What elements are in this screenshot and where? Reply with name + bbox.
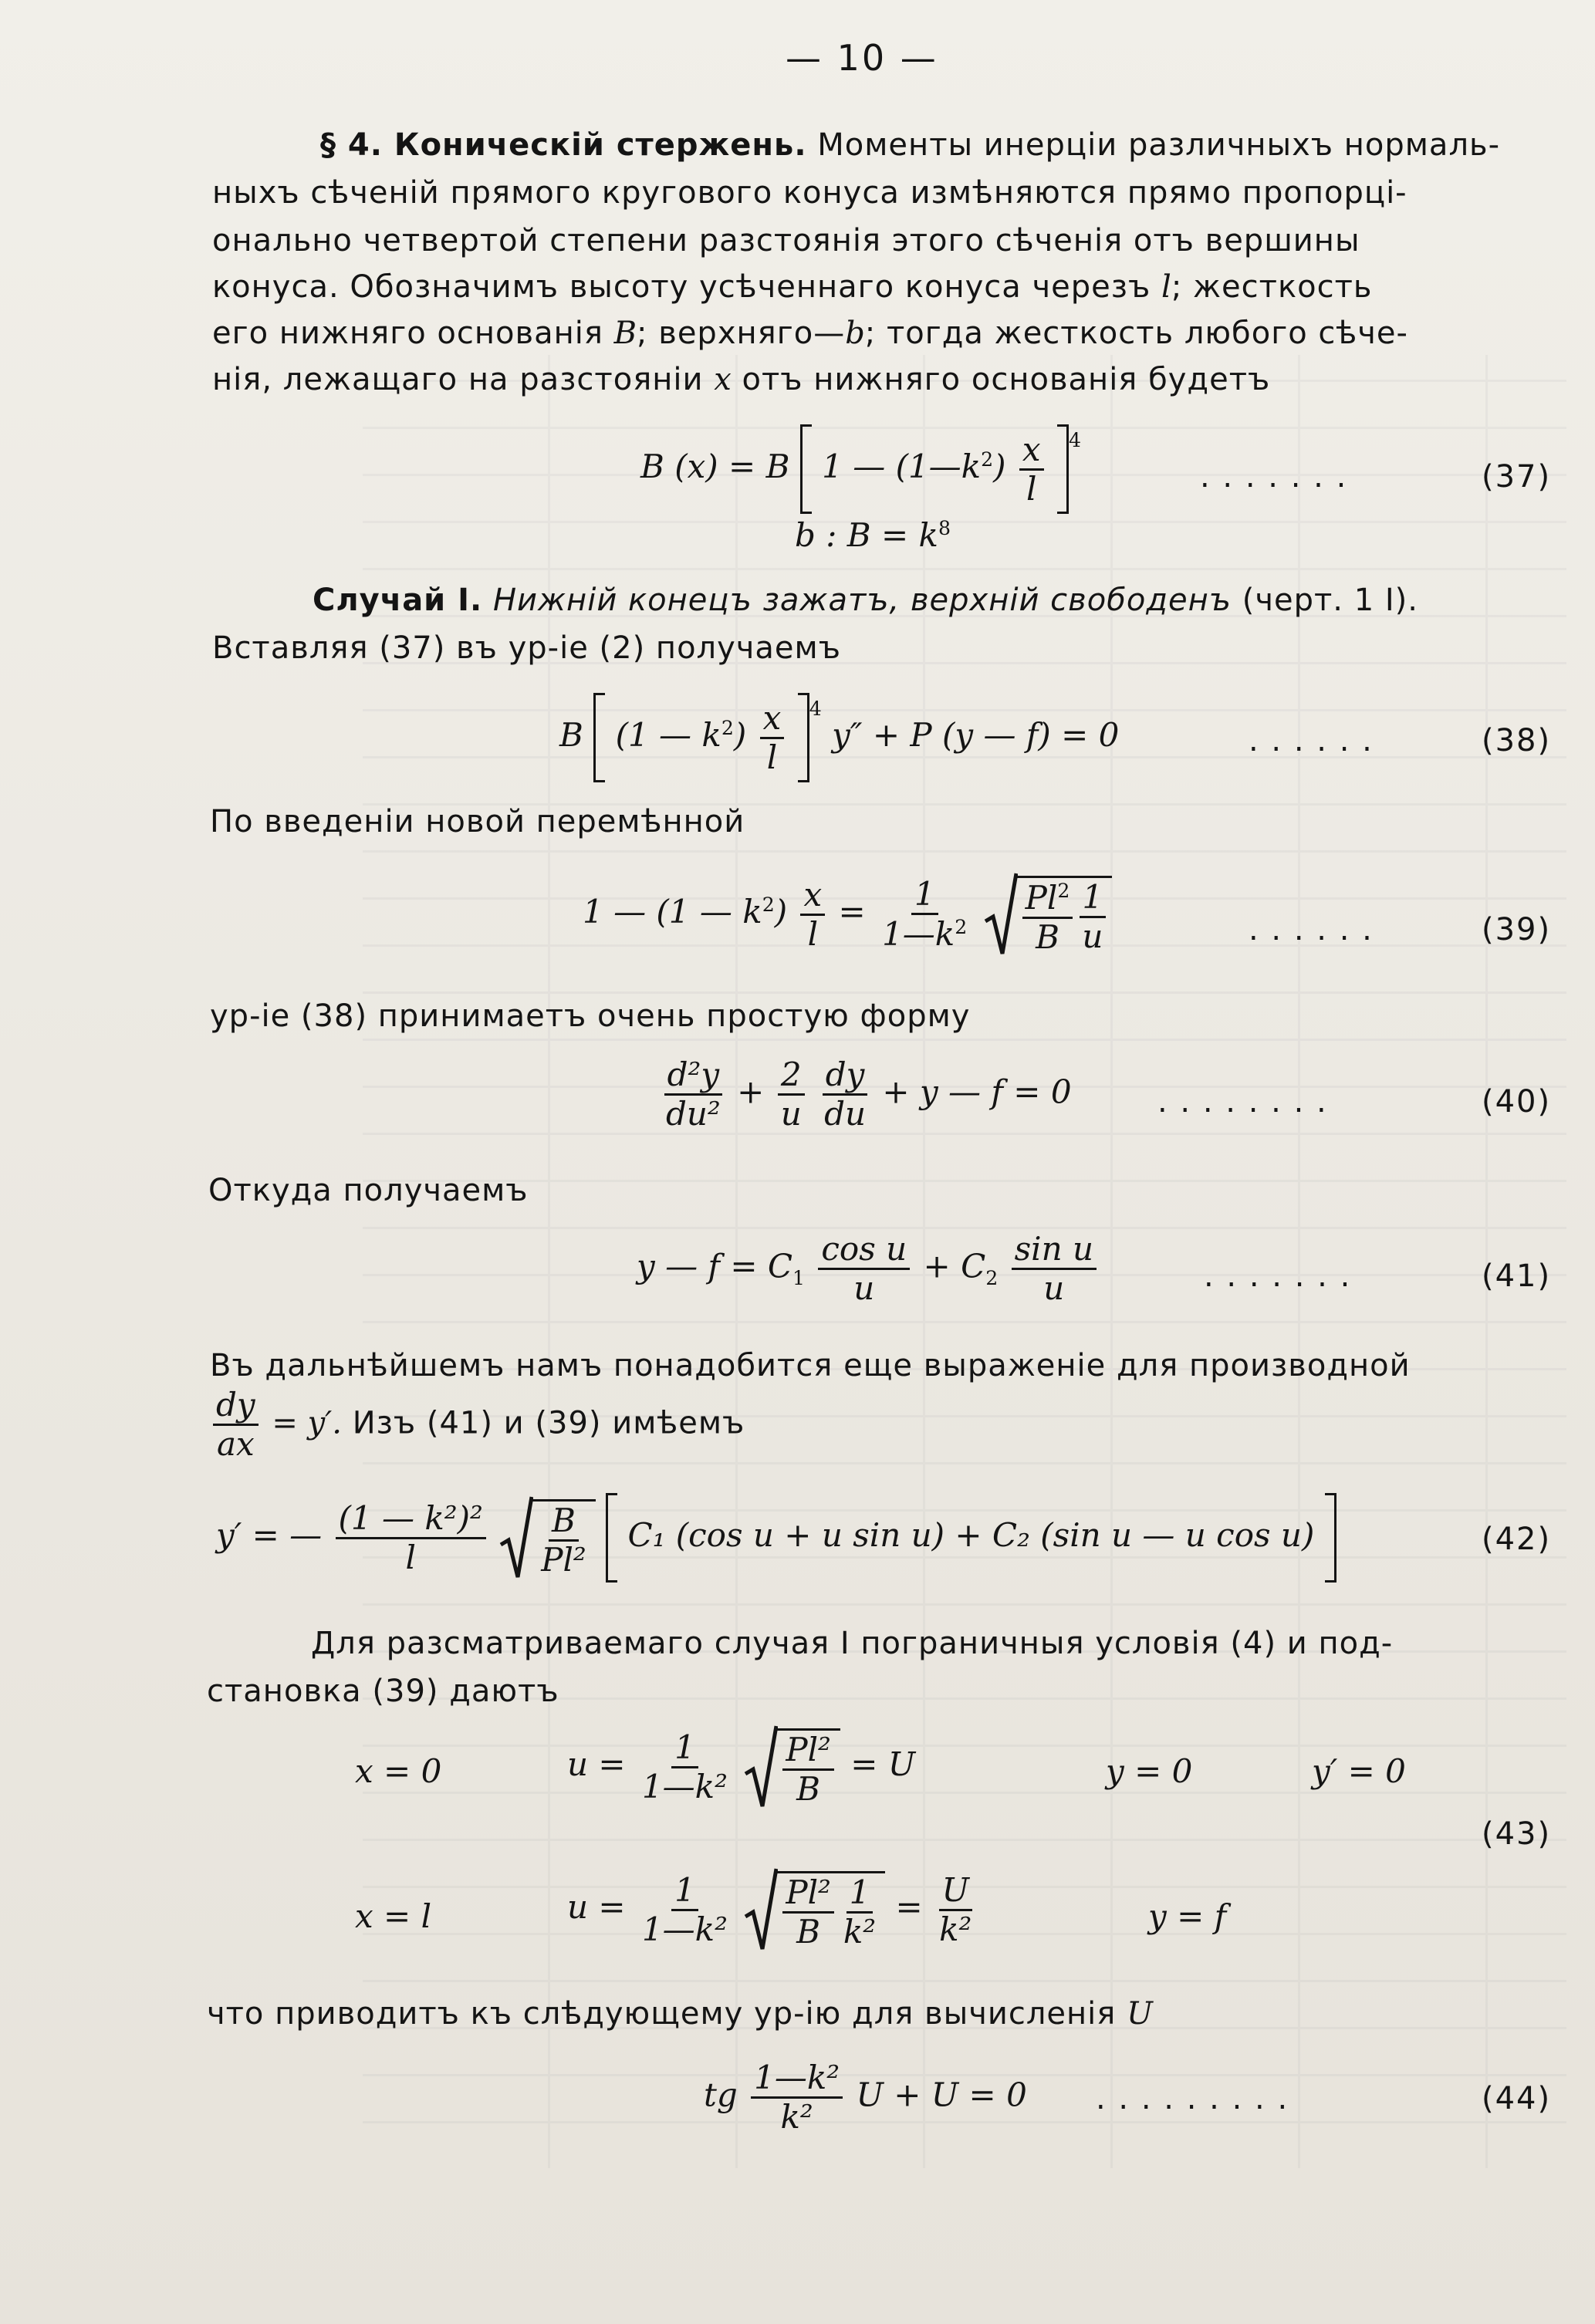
eq-term: y″ + P (y — f) = 0 <box>832 716 1120 754</box>
eq-term: + <box>737 1072 765 1111</box>
fraction-sin-u-over-u: $\frac{\text{sin u}}{u}$ <box>1012 1233 1097 1305</box>
eq-term: + y — f = 0 <box>882 1072 1072 1111</box>
square-root <box>744 1724 840 1809</box>
fraction-2-over-u: $\frac{2}{u}$ <box>778 1059 805 1130</box>
eq43-row1-yprime: y′ = 0 <box>1312 1752 1406 1790</box>
section-text: Моменты инерціи различныхъ нормаль- <box>817 127 1501 163</box>
eq-term: + C <box>923 1247 986 1285</box>
math-symbol: x <box>714 362 732 397</box>
case-label: Случай I. <box>313 583 483 618</box>
section-text: ; тогда жесткость любого сѣче- <box>864 316 1408 351</box>
fraction-one-over-u: $\frac{1}{u}$ <box>1079 881 1106 953</box>
eq-term: ) <box>733 716 747 754</box>
fraction-dy-ax: $\frac{dy}{ax}$ <box>213 1389 259 1461</box>
eq-term: ) <box>993 448 1016 485</box>
section-line-4 <box>212 269 1373 305</box>
eq-term: U + U = 0 <box>856 2076 1027 2114</box>
square-root <box>499 1495 596 1580</box>
fraction-cos-u-over-u: $\frac{\text{cos u}}{u}$ <box>818 1233 910 1305</box>
eq-term: y — f = C <box>637 1247 793 1285</box>
text-derivative: Въ дальнѣйшемъ намъ понадобится еще выраженіе для производной <box>210 1348 1411 1383</box>
section-text: нія, лежащаго на разстояніи <box>212 362 704 397</box>
case-title: Нижній конецъ зажатъ, верхній свободенъ <box>492 583 1232 618</box>
bracket-left <box>606 1493 617 1583</box>
eq38-number: (38) <box>1482 723 1552 758</box>
eq-term: = <box>838 893 866 931</box>
eq-term: b : B = k <box>795 516 938 554</box>
eq-term: u = <box>567 1888 626 1926</box>
section-text: конуса. Обозначимъ высоту усѣченнаго конуса черезъ <box>212 269 1151 305</box>
math-symbol: B <box>613 316 637 351</box>
section-line-6 <box>212 364 1270 395</box>
eq41-number: (41) <box>1482 1258 1552 1294</box>
fraction-b-over-pl2: $\frac{B}{\text{Pl²}}$ <box>541 1501 586 1579</box>
equation-40 <box>660 1056 1072 1133</box>
equation-43-row1 <box>567 1724 915 1809</box>
eq-term: B <box>559 716 583 754</box>
fraction-one-over-one-minus-k2: $\frac{1}{\text{1—k²}}$ <box>641 1728 728 1805</box>
eq40-number: (40) <box>1482 1084 1552 1120</box>
text-boundary-line2: становка (39) даютъ <box>207 1674 559 1709</box>
eq42-number: (42) <box>1482 1522 1552 1557</box>
section-line-3: онально четвертой степени разстоянія этого сѣченія отъ вершины <box>212 223 1360 258</box>
square-root <box>744 1867 885 1952</box>
equation-44 <box>704 2059 1027 2136</box>
eq-term: tg <box>704 2076 738 2114</box>
text-leads <box>207 1996 1153 2032</box>
figure-ref: (черт. 1 I). <box>1242 583 1418 618</box>
fraction-x-over-l: $\frac{x}{l}$ <box>800 879 825 951</box>
fraction-x-over-l: $\frac{x}{l}$ <box>1019 434 1044 505</box>
math-symbol: l <box>1161 269 1171 305</box>
bracket-right <box>1057 424 1069 514</box>
eq-term: (1 — k <box>615 716 721 754</box>
section-heading: § 4. Коническій стержень. <box>320 127 807 163</box>
section-text: его нижняго основанія <box>212 316 603 351</box>
equation-37: B (x) = B 1 — $(1—k^2)$ $\frac{x}{l}$ $^4$ <box>640 424 1081 514</box>
bracket-left <box>593 693 605 782</box>
eq43-number: (43) <box>1482 1816 1552 1852</box>
eq-term: 1 — (1—k <box>822 448 982 485</box>
bracket-left <box>800 424 812 514</box>
fraction-pl2-over-b: $\frac{\text{Pl²}}{B}$ <box>782 1876 834 1948</box>
text-derivative-line2 <box>210 1386 745 1463</box>
eq-power: 4 <box>809 698 822 720</box>
leads-text: что приводитъ къ слѣдующему ур-ію для вычисленія <box>207 1996 1117 2032</box>
section-line-2: ныхъ сѣченій прямого кругового конуса измѣняются прямо пропорці- <box>212 175 1407 211</box>
equation-38: B (1 — $k^2$) $\frac{x}{l}$ $^4$ y″ + P (y — f) = 0 <box>559 693 1119 782</box>
derivative-text: Изъ (41) и (39) имѣемъ <box>352 1405 745 1441</box>
fraction-one-over-k2: $\frac{1}{\text{k²}}$ <box>843 1873 877 1951</box>
text-new-variable: По введеніи новой перемѣнной <box>210 804 745 839</box>
text-boundary: Для разсматриваемаго случая I пограничныя условія (4) и под- <box>311 1626 1394 1661</box>
eq39-number: (39) <box>1482 912 1552 948</box>
eq-term: y′ = — <box>216 1516 323 1554</box>
eq-power: 4 <box>1068 429 1081 451</box>
eq43-row2-y: y = f <box>1148 1897 1227 1935</box>
equation-39: 1 — (1 — $k^2$) $\frac{x}{l}$ = $\frac{1}{1—k^2}$ $\frac{Pl^2}{B}$ $\frac{1}{u}$ <box>583 872 1112 957</box>
section-line-1 <box>320 127 1501 163</box>
eq38-dots: . . . . . . <box>1249 723 1374 758</box>
eq-term: = U <box>850 1745 916 1783</box>
math-symbol: b <box>845 316 865 351</box>
eq-term: = <box>895 1888 923 1926</box>
fraction-x-over-l: $\frac{x}{l}$ <box>760 702 785 774</box>
eq-term: ) <box>774 893 788 931</box>
text-simple-form: ур-іе (38) принимаетъ очень простую форму <box>210 998 971 1034</box>
fraction-one-over-one-minus-k2: $\frac{1}{1—k^2}$ <box>882 875 968 953</box>
fraction-pl2-over-b: $\frac{Pl^2}{B}$ <box>1022 881 1073 954</box>
equation-37-line2 <box>795 516 951 554</box>
section-line-5 <box>212 318 1408 349</box>
math-symbol: U <box>1127 1996 1153 2032</box>
equation-42 <box>216 1493 1336 1583</box>
eq-term: C₁ (cos u + u sin u) + C₂ (sin u — u cos u) <box>627 1516 1315 1554</box>
equation-43-row2 <box>567 1867 978 1952</box>
fraction-1-k2-over-k2: $\frac{\text{1—k²}}{\text{k²}}$ <box>751 2062 843 2133</box>
eq37-number: (37) <box>1482 459 1552 495</box>
case-1-heading <box>313 585 1418 616</box>
bracket-right <box>1325 1493 1336 1583</box>
eq43-row1-x: x = 0 <box>355 1752 442 1790</box>
eq44-dots: . . . . . . . . . <box>1096 2081 1289 2116</box>
square-root <box>984 872 1113 957</box>
section-text: ; жесткость <box>1171 269 1373 305</box>
eq-subscript: 1 <box>792 1266 806 1289</box>
eq43-row1-y: y = 0 <box>1106 1752 1193 1790</box>
fraction-u-over-k2: $\frac{U}{\text{k²}}$ <box>939 1870 972 1948</box>
eq44-number: (44) <box>1482 2081 1552 2116</box>
section-text: ; верхняго— <box>637 316 846 351</box>
eq-term: 1 — (1 — k <box>583 893 762 931</box>
eq-power: 8 <box>938 517 951 539</box>
eq41-dots: . . . . . . . <box>1204 1258 1352 1294</box>
section-text: отъ нижняго основанія будетъ <box>742 362 1271 397</box>
equation-41 <box>637 1230 1100 1307</box>
eq-lhs: B (x) = B <box>640 448 790 485</box>
case-1-line2: Вставляя (37) въ ур-іе (2) получаемъ <box>212 630 841 666</box>
fraction-one-over-one-minus-k2: $\frac{1}{\text{1—k²}}$ <box>641 1870 728 1948</box>
fraction-dy-du: $\frac{dy}{du}$ <box>821 1059 869 1130</box>
fraction-1-k2-sq-over-l: $\frac{\text{(1 — k²)²}}{l}$ <box>336 1502 486 1574</box>
eq40-dots: . . . . . . . . <box>1157 1084 1328 1120</box>
fraction-d2y-du2: $\frac{\text{d²y}}{\text{du²}}$ <box>663 1059 724 1130</box>
page-number: — 10 — <box>786 37 938 79</box>
eq37-dots: . . . . . . . <box>1200 459 1348 495</box>
text-whence: Откуда получаемъ <box>208 1173 529 1208</box>
fraction-pl2-over-b: $\frac{\text{Pl²}}{B}$ <box>782 1734 834 1805</box>
eq-subscript: 2 <box>985 1266 999 1289</box>
math-term: = y′. <box>272 1405 342 1441</box>
eq39-dots: . . . . . . <box>1249 912 1374 948</box>
eq-term: u = <box>567 1745 626 1783</box>
bracket-right <box>798 693 809 782</box>
eq43-row2-x: x = l <box>355 1897 432 1935</box>
